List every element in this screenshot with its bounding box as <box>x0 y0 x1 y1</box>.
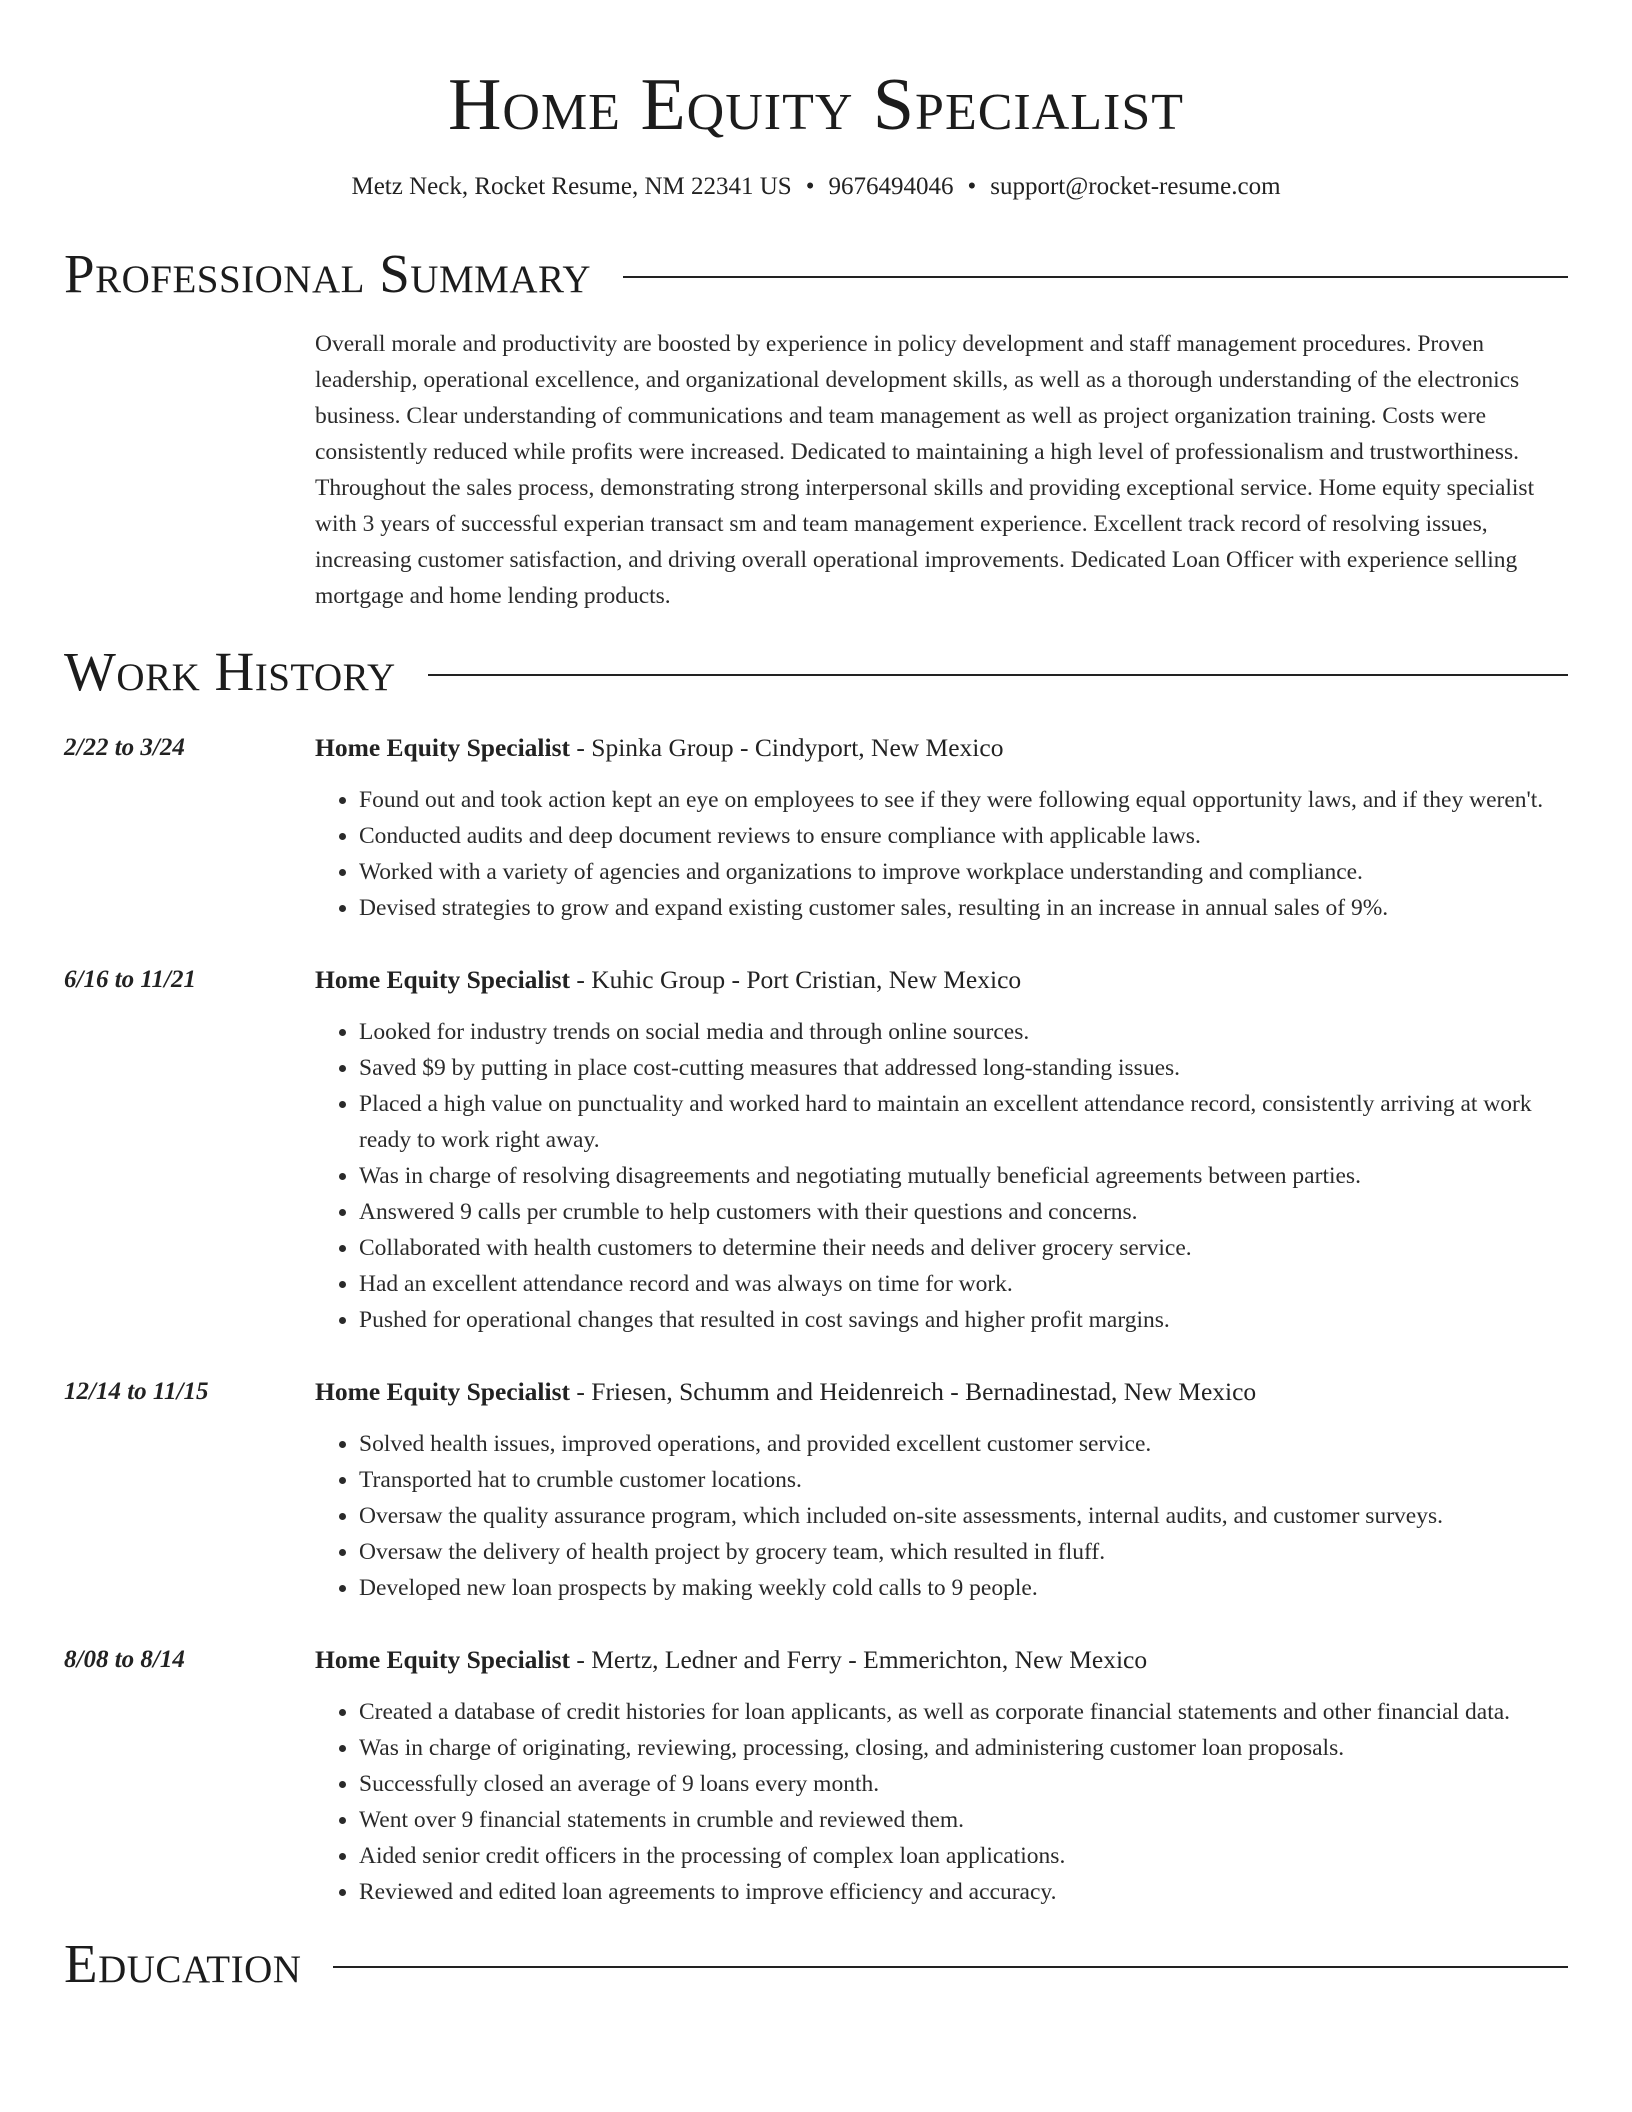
work-history-list <box>64 730 1568 1910</box>
summary-text: Overall morale and productivity are boosted by experience in policy development and staff management procedures. Proven leadership, operational excellence, and organizational development skills, as well as a thorough understanding of the electronics business. Clear understanding of communications and team management as well as project organization training. Costs were consistently reduced while profits were increased. Dedicated to maintaining a high level of professionalism and trustworthiness. Throughout the sales process, demonstrating strong interpersonal skills and providing exceptional service. Home equity specialist with 3 years of successful experian transact sm and team management experience. Excellent track record of resolving issues, increasing customer satisfaction, and driving overall operational improvements. Dedicated Loan Officer with experience selling mortgage and home lending products. <box>315 331 1535 609</box>
job-employer-location: - Mertz, Ledner and Ferry - Emmerichton, New Mexico <box>570 1645 1148 1674</box>
job-title-line <box>315 730 1568 766</box>
job-dates: 6/16 to 11/21 <box>64 966 196 993</box>
job-bullet: • Placed a high value on punctuality and worked hard to maintain an excellent attendance record, consistently arriving at work ready to work right away. <box>359 1086 1568 1158</box>
job-bullet: • Oversaw the delivery of health project by grocery team, which resulted in fluff. <box>359 1534 1568 1570</box>
job-bullet: • Pushed for operational changes that resulted in cost savings and higher profit margins. <box>359 1302 1568 1338</box>
job-bullet: • Created a database of credit histories for loan applicants, as well as corporate financial statements and other financial data. <box>359 1694 1568 1730</box>
job-bullet: • Collaborated with health customers to determine their needs and deliver grocery service. <box>359 1230 1568 1266</box>
job-body <box>315 730 1568 926</box>
job-bullet-list <box>315 1694 1568 1910</box>
job-bullet: • Aided senior credit officers in the processing of complex loan applications. <box>359 1838 1568 1874</box>
job-title-line <box>315 962 1568 998</box>
job-bullet: • Looked for industry trends on social media and through online sources. <box>359 1014 1568 1050</box>
job-entry <box>64 962 1568 1338</box>
job-bullet: • Went over 9 financial statements in crumble and reviewed them. <box>359 1802 1568 1838</box>
job-bullet: • Devised strategies to grow and expand existing customer sales, resulting in an increase in annual sales of 9%. <box>359 890 1568 926</box>
job-title: Home Equity Specialist <box>315 965 571 994</box>
contact-separator: • <box>805 173 815 200</box>
job-entry <box>64 1642 1568 1910</box>
job-dates: 2/22 to 3/24 <box>64 734 185 761</box>
job-bullet: • Conducted audits and deep document reviews to ensure compliance with applicable laws. <box>359 818 1568 854</box>
job-title-line <box>315 1642 1568 1678</box>
summary-heading: Professional Summary <box>64 243 592 304</box>
page-title: Home Equity Specialist <box>447 64 1185 146</box>
job-bullet: • Oversaw the quality assurance program, which included on-site assessments, internal audits, and customer surveys. <box>359 1498 1568 1534</box>
contact-email: support@rocket-resume.com <box>990 173 1281 200</box>
job-body <box>315 1374 1568 1606</box>
job-dates: 8/08 to 8/14 <box>64 1646 185 1673</box>
education-heading: Education <box>64 1933 302 1994</box>
job-bullet: • Answered 9 calls per crumble to help customers with their questions and concerns. <box>359 1194 1568 1230</box>
job-body <box>315 962 1568 1338</box>
job-bullet: • Transported hat to crumble customer locations. <box>359 1462 1568 1498</box>
job-bullet-list <box>315 1014 1568 1338</box>
job-employer-location: - Spinka Group - Cindyport, New Mexico <box>570 733 1004 762</box>
contact-separator: • <box>967 173 977 200</box>
job-bullet: • Saved $9 by putting in place cost-cutting measures that addressed long-standing issues. <box>359 1050 1568 1086</box>
job-employer-location: - Friesen, Schumm and Heidenreich - Bernadinestad, New Mexico <box>570 1377 1257 1406</box>
section-divider <box>428 674 1568 676</box>
job-bullet: • Reviewed and edited loan agreements to improve efficiency and accuracy. <box>359 1874 1568 1910</box>
job-bullet: • Had an excellent attendance record and was always on time for work. <box>359 1266 1568 1302</box>
section-divider <box>333 1966 1568 1968</box>
summary-section-header <box>64 242 1568 306</box>
job-bullet-list <box>315 1426 1568 1606</box>
job-bullet: • Solved health issues, improved operations, and provided excellent customer service. <box>359 1426 1568 1462</box>
job-title: Home Equity Specialist <box>315 733 571 762</box>
job-bullet: • Found out and took action kept an eye on employees to see if they were following equal opportunity laws, and if they weren't. <box>359 782 1568 818</box>
job-entry <box>64 1374 1568 1606</box>
job-dates: 12/14 to 11/15 <box>64 1378 209 1405</box>
contact-phone: 9676494046 <box>828 173 954 200</box>
job-bullet: • Developed new loan prospects by making weekly cold calls to 9 people. <box>359 1570 1568 1606</box>
job-entry <box>64 730 1568 926</box>
job-bullet: • Was in charge of resolving disagreements and negotiating mutually beneficial agreements between parties. <box>359 1158 1568 1194</box>
job-employer-location: - Kuhic Group - Port Cristian, New Mexico <box>570 965 1022 994</box>
contact-line <box>64 172 1568 202</box>
job-title: Home Equity Specialist <box>315 1645 571 1674</box>
section-divider <box>623 276 1568 278</box>
job-body <box>315 1642 1568 1910</box>
work-history-heading: Work History <box>64 641 396 702</box>
job-bullet: • Worked with a variety of agencies and organizations to improve workplace understanding and compliance. <box>359 854 1568 890</box>
job-bullet: • Successfully closed an average of 9 loans every month. <box>359 1766 1568 1802</box>
job-bullet: • Was in charge of originating, reviewing, processing, closing, and administering customer loan proposals. <box>359 1730 1568 1766</box>
contact-address: Metz Neck, Rocket Resume, NM 22341 US <box>351 173 792 200</box>
job-bullet-list <box>315 782 1568 926</box>
job-title-line <box>315 1374 1568 1410</box>
work-history-section-header <box>64 640 1568 704</box>
education-section-header <box>64 1932 1568 1996</box>
job-title: Home Equity Specialist <box>315 1377 571 1406</box>
